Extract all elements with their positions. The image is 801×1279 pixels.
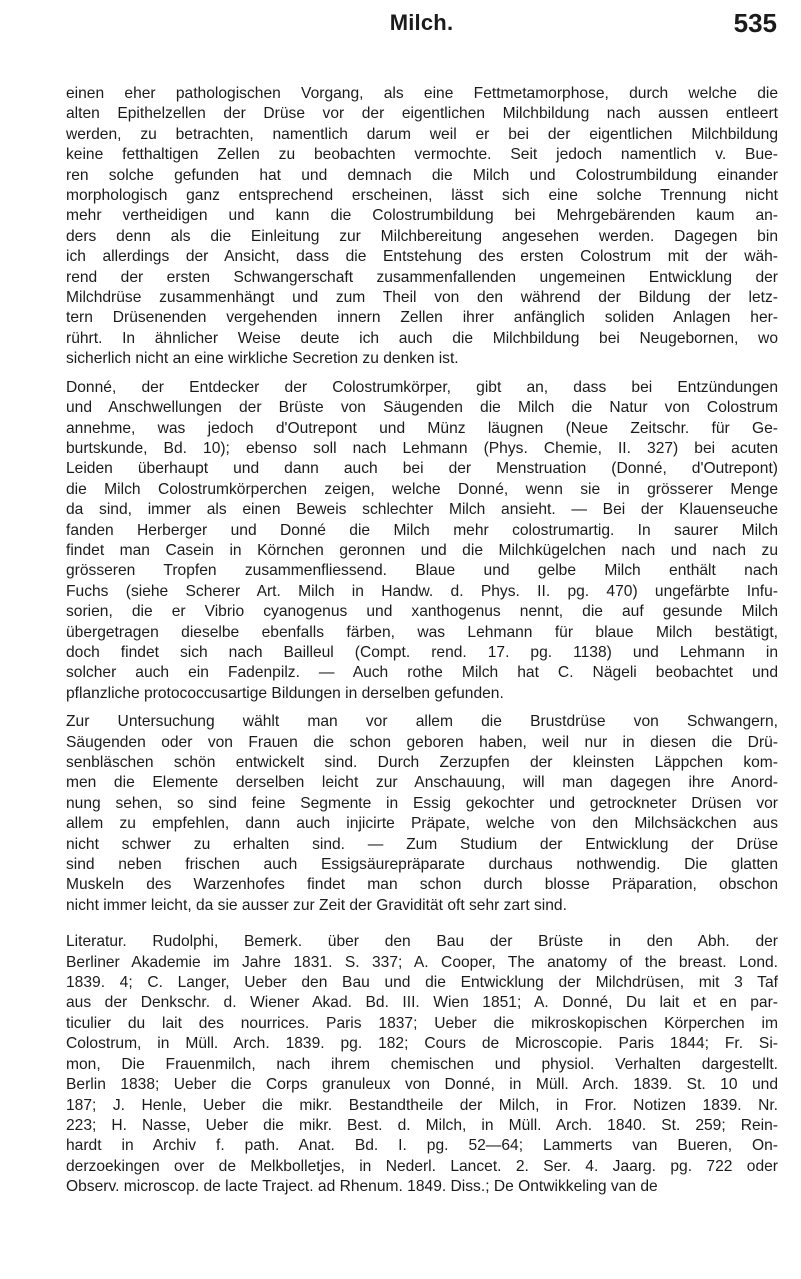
text-line: alten Epithelzellen der Drüse vor der eigentlichen Milchbildung nach aussen entleert xyxy=(66,105,778,123)
text-line: Leiden überhaupt und dann auch bei der Menstruation (Donné, d'Outrepont) xyxy=(66,460,778,478)
text-line: solcher auch ein Fadenpilz. — Auch rothe Milch hat C. Nägeli beobachtet und xyxy=(66,664,778,682)
text-line: grösseren Tropfen zusammenfliessend. Blaue und gelbe Milch enthält nach xyxy=(66,562,778,580)
text-line: rührt. In ähnlicher Weise deute ich auch die Milchbildung bei Neugebornen, wo xyxy=(66,329,778,347)
text-line: keine fetthaltigen Zellen zu beobachten vermochte. Seit jedoch namentlich v. Bue- xyxy=(66,146,778,164)
text-line: hardt in Archiv f. path. Anat. Bd. I. pg. 52—64; Lammerts van Bueren, On- xyxy=(66,1137,778,1155)
text-line: einen eher pathologischen Vorgang, als eine Fettmetamorphose, durch welche die xyxy=(66,85,778,102)
text-line: nicht schwer zu erhalten sind. — Zum Studium der Entwicklung der Drüse xyxy=(66,835,778,853)
text-line: doch findet sich nach Bailleul (Compt. rend. 17. pg. 1138) und Lehmann in xyxy=(66,643,778,661)
text-line: Fuchs (siehe Scherer Art. Milch in Handw. d. Phys. II. pg. 470) ungefärbte Infu- xyxy=(66,582,778,600)
text-line: werden, zu betrachten, namentlich darum weil er bei der eigentlichen Milchbildung xyxy=(66,125,778,143)
text-line: aus der Denkschr. d. Wiener Akad. Bd. III. Wien 1851; A. Donné, Du lait et en par- xyxy=(66,994,778,1012)
text-line: mehr vertheidigen und kann die Colostrumbildung bei Mehrgebärenden kaum an- xyxy=(66,207,778,225)
text-line: 223; H. Nasse, Ueber die mikr. Best. d. Milch, in Müll. Arch. 1840. St. 259; Rein- xyxy=(66,1116,778,1134)
text-line: Literatur. Rudolphi, Bemerk. über den Bau der Brüste in den Abh. der xyxy=(66,933,778,951)
text-line: derzoekingen over de Melkbolletjes, in Nederl. Lancet. 2. Ser. 4. Jaarg. pg. 722 oder xyxy=(66,1157,778,1175)
text-line: da sind, immer als einen Beweis schlechter Milch ansieht. — Bei der Klauenseuche xyxy=(66,501,778,519)
text-line: fanden Herberger und Donné die Milch mehr colostrumartig. In saurer Milch xyxy=(66,521,778,539)
text-line: men die Elemente derselben leicht zur Anschauung, will man dagegen ihre Anord- xyxy=(66,774,778,792)
text-line: Säugenden oder von Frauen die schon geboren haben, weil nur in diesen die Drü- xyxy=(66,733,778,751)
text-line: senbläschen schön entwickelt sind. Durch Zerzupfen der kleinsten Läppchen kom- xyxy=(66,754,778,771)
page-body xyxy=(66,84,778,1198)
text-line: 1839. 4; C. Langer, Ueber den Bau und die Entwicklung der Milchdrüsen, mit 3 Taf xyxy=(66,974,778,992)
text-line: übergetragen dieselbe ebenfalls färben, was Lehmann für blaue Milch bestätigt, xyxy=(66,623,778,641)
text-line: rend der ersten Schwangerschaft zusammenfallenden ungemeinen Entwicklung der xyxy=(66,268,778,286)
paragraph xyxy=(66,378,778,705)
text-line: Milchdrüse zusammenhängt und zum Theil von den während der Bildung der letz- xyxy=(66,289,778,307)
text-line: sind neben frischen auch Essigsäurepräparate durchaus nothwendig. Die glatten xyxy=(66,856,778,874)
text-line: Muskeln des Warzenhofes findet man schon durch blosse Präparation, obschon xyxy=(66,876,778,894)
page-number: 535 xyxy=(733,8,777,38)
text-line: mon, Die Frauenmilch, nach ihrem chemischen und physiol. Verhalten dargestellt. xyxy=(66,1055,778,1073)
running-title: Milch. xyxy=(389,10,454,35)
paragraph xyxy=(66,712,778,916)
text-line: Berliner Akademie im Jahre 1831. S. 337; A. Cooper, The anatomy of the breast. Lond. xyxy=(66,953,778,971)
text-line: die Milch Colostrumkörperchen zeigen, welche Donné, wenn sie in grösserer Menge xyxy=(66,480,778,498)
text-line: sicherlich nicht an eine wirkliche Secretion zu denken ist. xyxy=(66,350,459,368)
text-line: Zur Untersuchung wählt man vor allem die Brustdrüse von Schwangern, xyxy=(66,713,778,731)
text-line: burtskunde, Bd. 10); ebenso soll nach Lehmann (Phys. Chemie, II. 327) bei acuten xyxy=(66,439,778,457)
text-line: und Anschwellungen der Brüste von Säugenden die Milch die Natur von Colostrum xyxy=(66,399,778,417)
text-line: morphologisch ganz entsprechend erscheinen, lässt sich eine solche Trennung nicht xyxy=(66,187,778,205)
text-line: tern Drüsenenden vergehenden innern Zellen ihrer anfänglich soliden Anlagen her- xyxy=(66,309,778,327)
text-line: findet man Casein in Körnchen geronnen und die Milchkügelchen nach und nach zu xyxy=(66,541,778,559)
text-line: sorien, die er Vibrio cyanogenus und xanthogenus nennt, die auf gesunde Milch xyxy=(66,603,778,621)
text-line: Colostrum, in Müll. Arch. 1839. pg. 182; Cours de Microscopie. Paris 1844; Fr. Si- xyxy=(66,1035,778,1053)
text-line: 187; J. Henle, Ueber die mikr. Bestandtheile der Milch, in Fror. Notizen 1839. Nr. xyxy=(66,1096,778,1114)
text-line: ren solche gefunden hat und demnach die Milch und Colostrumbildung einander xyxy=(66,166,778,184)
literature-paragraph xyxy=(66,932,778,1197)
text-line: pflanzliche protococcusartige Bildungen in derselben gefunden. xyxy=(66,684,504,702)
page-header xyxy=(66,10,777,46)
text-line: ders denn als die Einleitung zur Milchbereitung angesehen werden. Dagegen bin xyxy=(66,227,778,245)
text-line: Berlin 1838; Ueber die Corps granuleux von Donné, in Müll. Arch. 1839. St. 10 und xyxy=(66,1076,778,1094)
text-line: annehme, was jedoch d'Outrepont und Münz läugnen (Neue Zeitschr. für Ge- xyxy=(66,419,778,437)
text-line: ich allerdings der Ansicht, dass die Entstehung des ersten Colostrum mit der wäh- xyxy=(66,248,778,266)
text-line: allem zu empfehlen, dann auch injicirte Präpate, welche von den Milchsäckchen aus xyxy=(66,815,778,833)
text-line: nung sehen, so sind feine Segmente in Essig gekochter und getrockneter Drüsen vor xyxy=(66,794,778,812)
paragraph xyxy=(66,84,778,370)
text-line: ticulier du lait des nourrices. Paris 1837; Ueber die mikroskopischen Körperchen im xyxy=(66,1014,778,1032)
text-line: nicht immer leicht, da sie ausser zur Zeit der Gravidität oft sehr zart sind. xyxy=(66,896,567,914)
text-line: Observ. microscop. de lacte Traject. ad Rhenum. 1849. Diss.; De Ontwikkeling van de xyxy=(66,1178,658,1196)
text-line: Donné, der Entdecker der Colostrumkörper, gibt an, dass bei Entzündungen xyxy=(66,378,778,396)
